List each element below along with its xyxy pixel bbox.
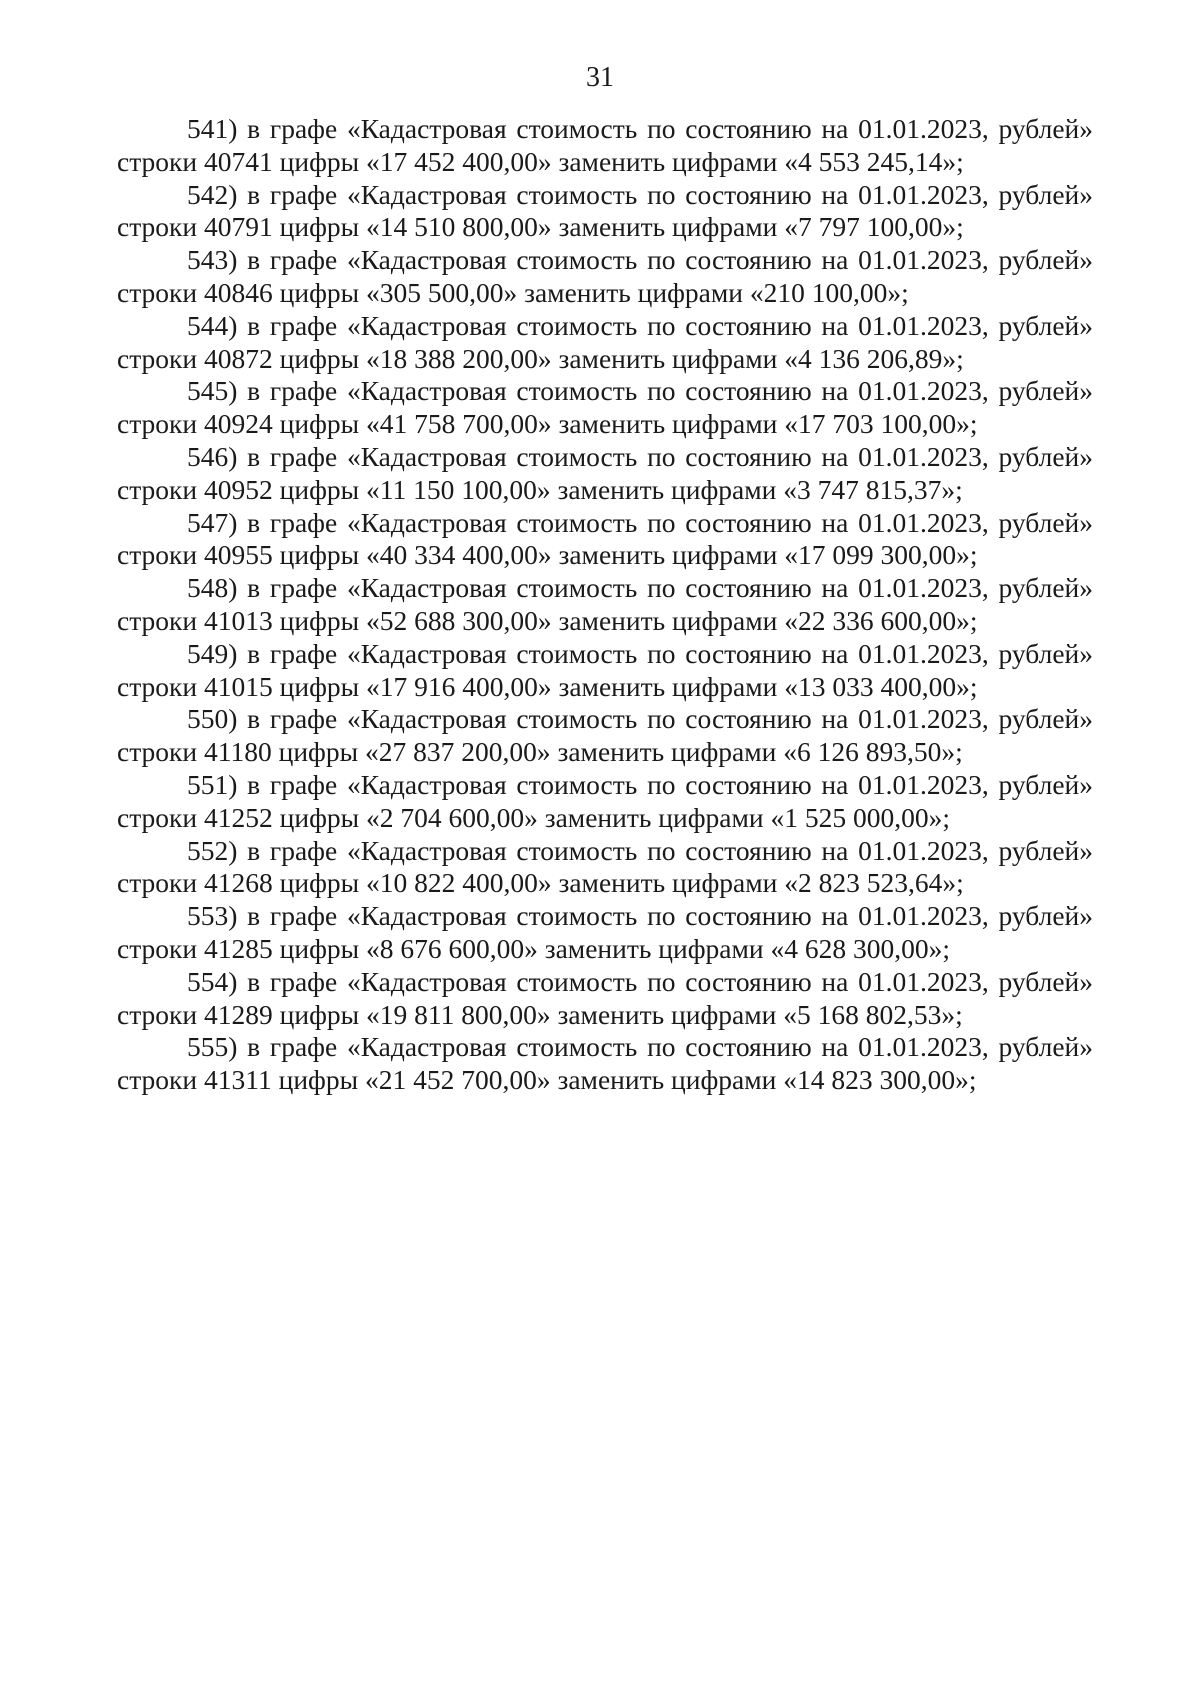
amendment-item: 544) в графе «Кадастровая стоимость по состоянию на 01.01.2023, рублей» строки 40872 цифры «18 388 200,00» заменить цифрами «4 136 206,89»; <box>117 309 1093 374</box>
amendment-item: 555) в графе «Кадастровая стоимость по состоянию на 01.01.2023, рублей» строки 41311 цифры «21 452 700,00» заменить цифрами «14 823 300,00»; <box>117 1031 1093 1096</box>
amendment-item: 552) в графе «Кадастровая стоимость по состоянию на 01.01.2023, рублей» строки 41268 цифры «10 822 400,00» заменить цифрами «2 823 523,64»; <box>117 834 1093 899</box>
amendment-item: 551) в графе «Кадастровая стоимость по состоянию на 01.01.2023, рублей» строки 41252 цифры «2 704 600,00» заменить цифрами «1 525 000,00»; <box>117 768 1093 833</box>
amendment-item: 546) в графе «Кадастровая стоимость по состоянию на 01.01.2023, рублей» строки 40952 цифры «11 150 100,00» заменить цифрами «3 747 815,37»; <box>117 440 1093 505</box>
amendment-item: 553) в графе «Кадастровая стоимость по состоянию на 01.01.2023, рублей» строки 41285 цифры «8 676 600,00» заменить цифрами «4 628 300,00»; <box>117 900 1093 964</box>
page-number: 31 <box>586 62 614 93</box>
amendment-item: 548) в графе «Кадастровая стоимость по состоянию на 01.01.2023, рублей» строки 41013 цифры «52 688 300,00» заменить цифрами «22 336 600,00»; <box>117 572 1093 636</box>
amendment-item: 554) в графе «Кадастровая стоимость по состоянию на 01.01.2023, рублей» строки 41289 цифры «19 811 800,00» заменить цифрами «5 168 802,53»; <box>117 965 1093 1030</box>
amendment-item: 550) в графе «Кадастровая стоимость по состоянию на 01.01.2023, рублей» строки 41180 цифры «27 837 200,00» заменить цифрами «6 126 893,50»; <box>117 703 1093 768</box>
amendment-item: 545) в графе «Кадастровая стоимость по состоянию на 01.01.2023, рублей» строки 40924 цифры «41 758 700,00» заменить цифрами «17 703 100,00»; <box>117 375 1093 440</box>
amendment-item: 543) в графе «Кадастровая стоимость по состоянию на 01.01.2023, рублей» строки 40846 цифры «305 500,00» заменить цифрами «210 100,00»; <box>117 244 1093 308</box>
amendment-item: 541) в графе «Кадастровая стоимость по состоянию на 01.01.2023, рублей» строки 40741 цифры «17 452 400,00» заменить цифрами «4 553 245,14»; <box>117 113 1093 177</box>
amendment-item: 549) в графе «Кадастровая стоимость по состоянию на 01.01.2023, рублей» строки 41015 цифры «17 916 400,00» заменить цифрами «13 033 400,00»; <box>117 637 1093 702</box>
document-body <box>117 113 1093 1097</box>
amendment-item: 542) в графе «Кадастровая стоимость по состоянию на 01.01.2023, рублей» строки 40791 цифры «14 510 800,00» заменить цифрами «7 797 100,00»; <box>117 178 1093 243</box>
amendment-item: 547) в графе «Кадастровая стоимость по состоянию на 01.01.2023, рублей» строки 40955 цифры «40 334 400,00» заменить цифрами «17 099 300,00»; <box>117 506 1093 571</box>
